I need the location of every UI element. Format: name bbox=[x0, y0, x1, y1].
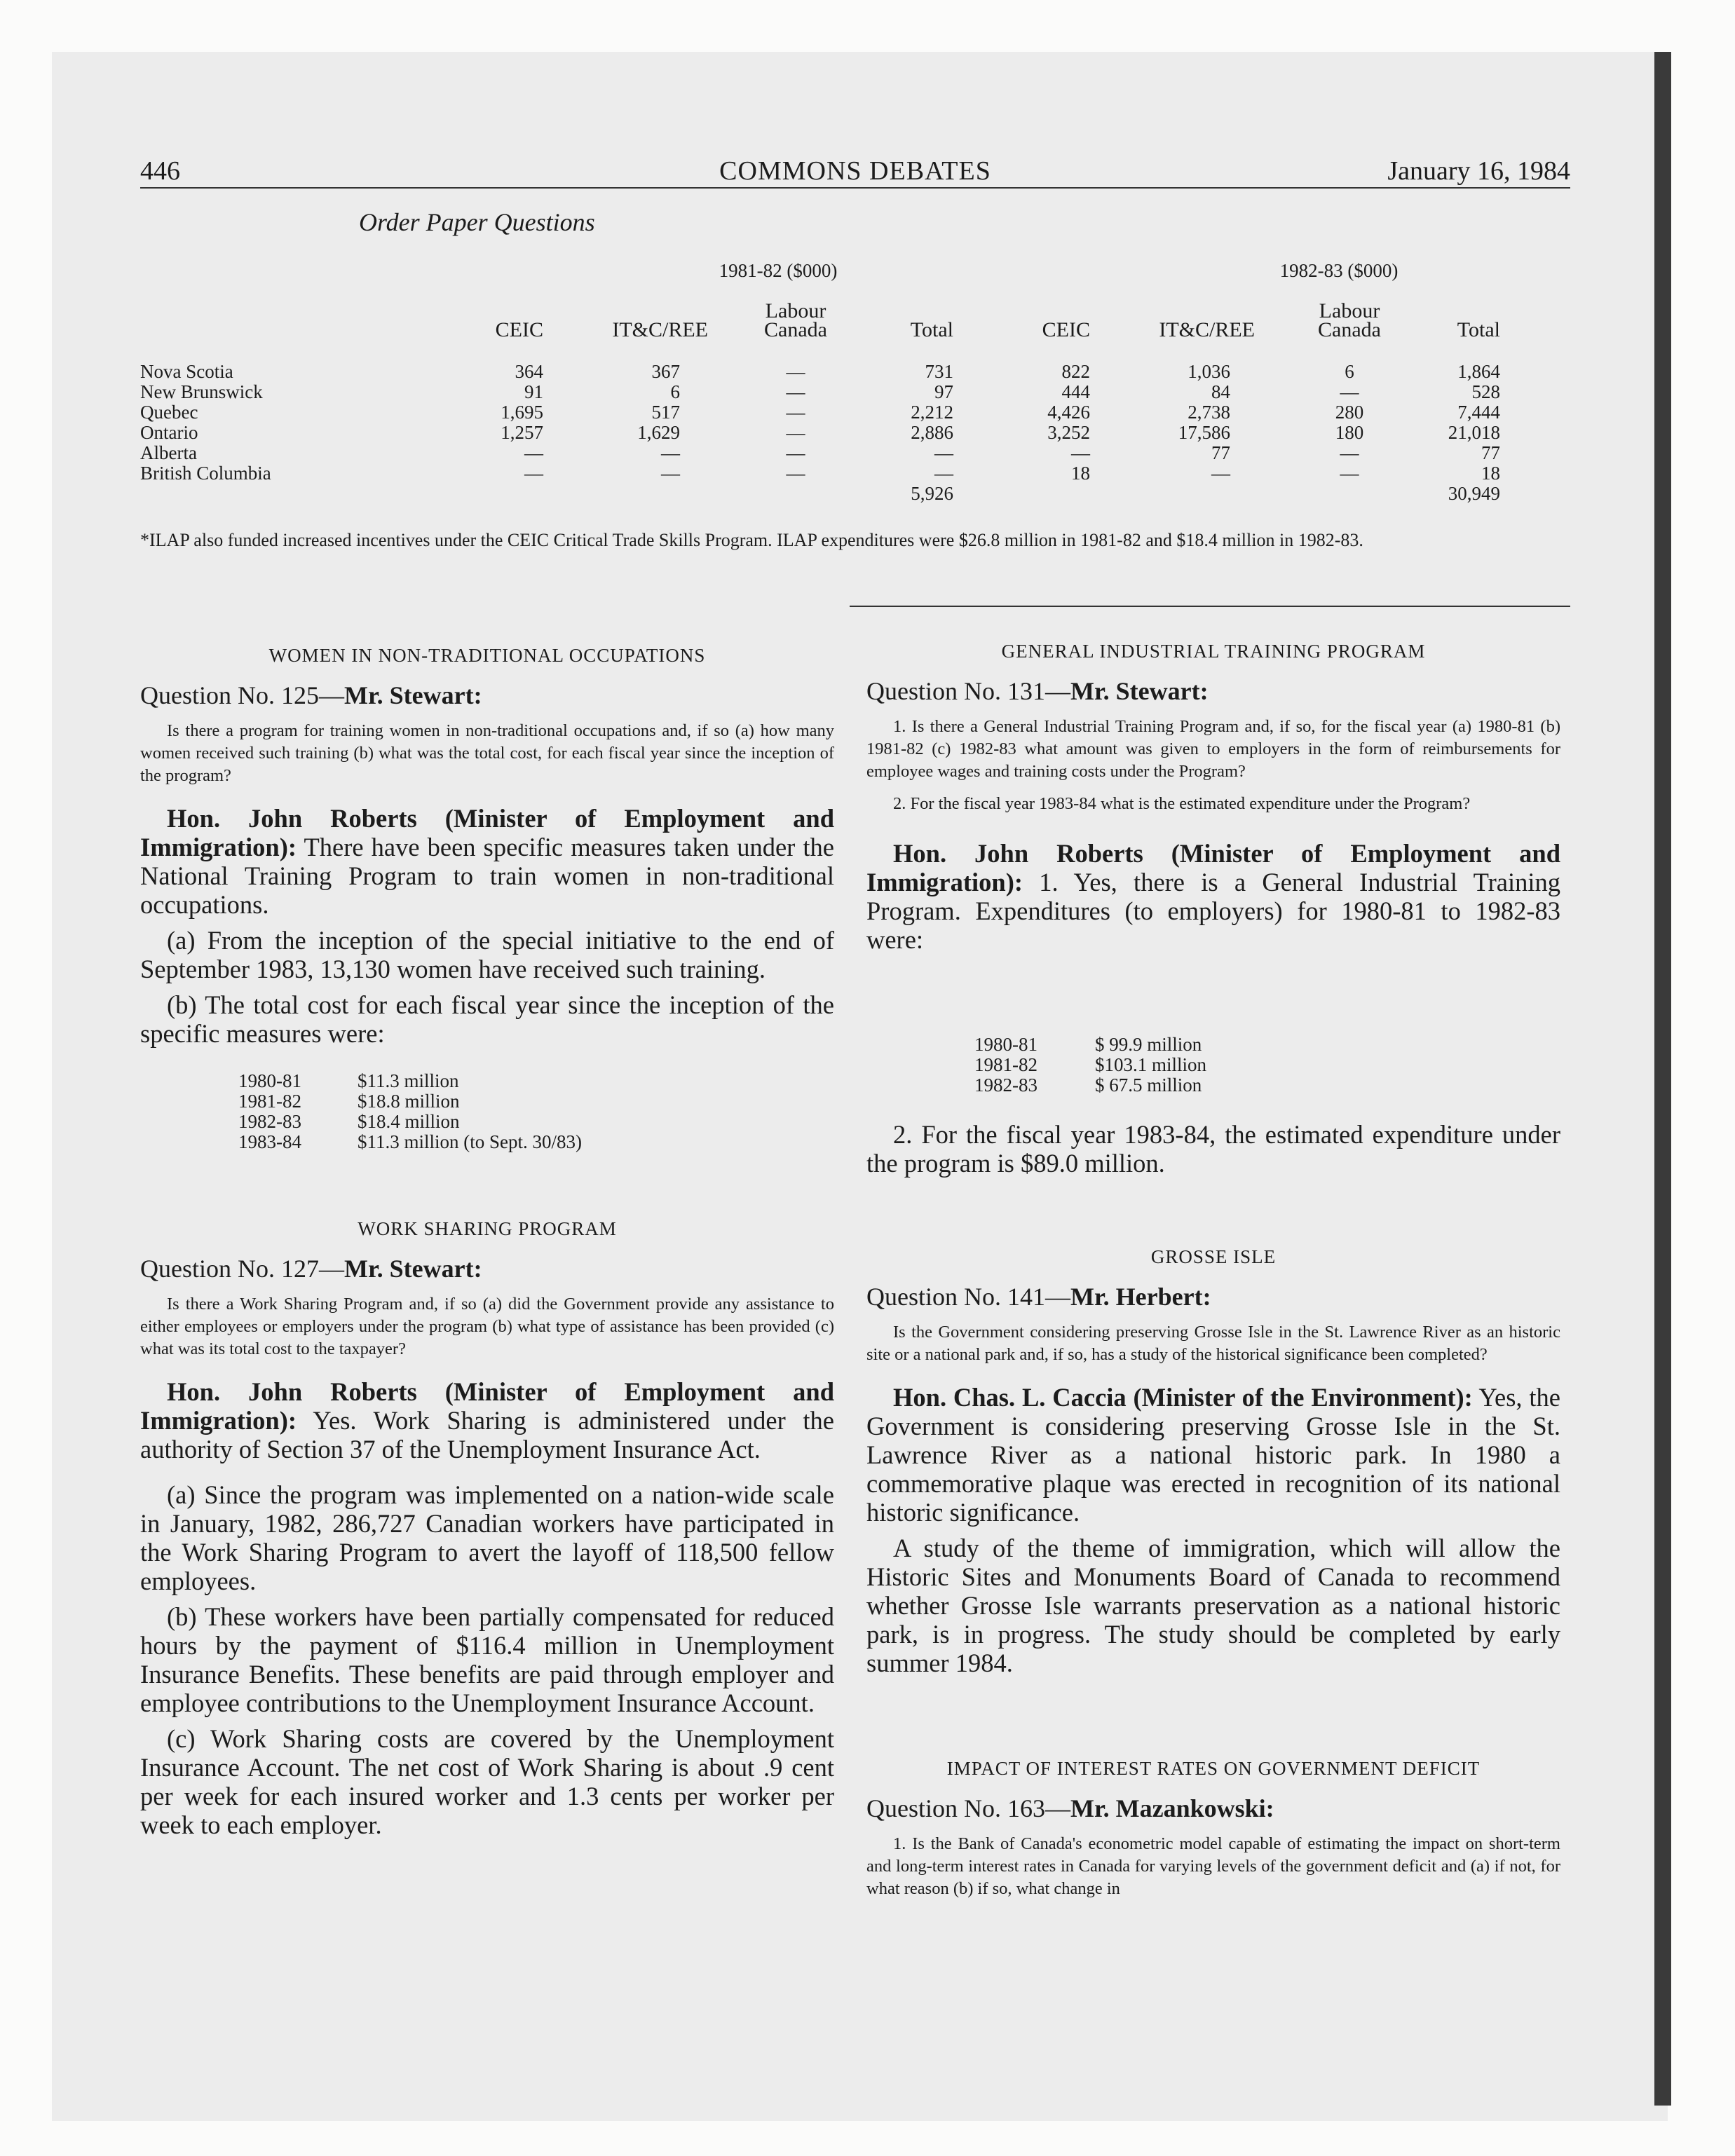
member-name: Mr. Herbert: bbox=[1070, 1283, 1211, 1311]
table-cell: — bbox=[786, 422, 805, 443]
province-name: Alberta bbox=[140, 442, 197, 463]
col-header-canada: Canada bbox=[1318, 318, 1381, 341]
table-cell: 731 bbox=[925, 361, 953, 382]
table-cell: 18 bbox=[1481, 463, 1500, 484]
table-cell: 1,629 bbox=[637, 422, 680, 443]
answer-text: 1. Yes, there is a General Industrial Training Program. Expenditures (to employers) for 1980-81 to 1982-83 were: bbox=[866, 868, 1560, 954]
table-cell: 2,886 bbox=[911, 422, 953, 443]
table-cell: 21,018 bbox=[1448, 422, 1500, 443]
q141-heading: GROSSE ISLE bbox=[1150, 1246, 1277, 1267]
period-2-heading: 1982-83 ($000) bbox=[1279, 260, 1399, 281]
member-name: Mr. Stewart: bbox=[344, 681, 482, 709]
p2-ceic-column bbox=[1009, 362, 1090, 484]
q125-answer-2: (a) From the inception of the special initiative to the end of September 1983, 13,130 women have received such training. bbox=[140, 926, 834, 983]
col-header-canada: Canada bbox=[764, 318, 827, 341]
q163-heading: IMPACT OF INTEREST RATES ON GOVERNMENT DEFICIT bbox=[946, 1758, 1481, 1779]
table-cell: — bbox=[786, 361, 805, 382]
table-cell: 444 bbox=[1061, 381, 1090, 402]
table-cell: — bbox=[1211, 463, 1230, 484]
table-cell: 18 bbox=[1071, 463, 1090, 484]
fiscal-year: 1981-82 bbox=[974, 1054, 1037, 1075]
col-header-total: Total bbox=[1457, 318, 1500, 341]
period-1-heading: 1981-82 ($000) bbox=[719, 260, 838, 281]
question-131 bbox=[866, 641, 1560, 954]
journal-title: COMMONS DEBATES bbox=[719, 156, 991, 186]
province-name: New Brunswick bbox=[140, 381, 263, 402]
q131-question-line bbox=[866, 676, 1560, 706]
question-number: Question No. 141— bbox=[866, 1283, 1070, 1311]
member-name: Mr. Mazankowski: bbox=[1070, 1794, 1274, 1822]
table-cell: 1,695 bbox=[501, 402, 543, 423]
q131-answer-2: 2. For the fiscal year 1983-84, the estimated expenditure under the program is $89.0 million. bbox=[866, 1120, 1560, 1178]
answer-text: There have been specific measures taken under the National Training Program to train women in non-traditional occupations. bbox=[140, 833, 834, 919]
q141-question-text: Is the Government considering preserving Grosse Isle in the St. Lawrence River as an historic site or a national park and, if so, has a study of the historical significance been completed? bbox=[866, 1323, 1560, 1364]
q125-answer-3: (b) The total cost for each fiscal year since the inception of the specific measures were: bbox=[140, 990, 834, 1048]
table-cell: — bbox=[934, 463, 953, 484]
fiscal-year: 1982-83 bbox=[238, 1111, 301, 1132]
p1-itc-column bbox=[603, 362, 680, 484]
table-cell: — bbox=[786, 442, 805, 463]
table-cell: 6 bbox=[1345, 361, 1354, 382]
answer-speaker: Hon. John Roberts (Minister of Employment and Immigration): bbox=[140, 1377, 834, 1435]
table-footnote: *ILAP also funded increased incentives under the CEIC Critical Trade Skills Program. ILAP expenditures were $26.8 million in 1981-82 and $18.4 million in 1982-83. bbox=[140, 530, 1363, 550]
table-cell: 6 bbox=[670, 381, 680, 402]
table-cell: 17,586 bbox=[1178, 422, 1230, 443]
cost-value: $18.8 million bbox=[358, 1091, 460, 1112]
table-cell: 2,738 bbox=[1188, 402, 1230, 423]
table-cell: 3,252 bbox=[1047, 422, 1090, 443]
table-cell: 91 bbox=[524, 381, 543, 402]
col-header-itc: IT&C/REE bbox=[1159, 318, 1255, 341]
q127-answer-2: (a) Since the program was implemented on a nation-wide scale in January, 1982, 286,727 Canadian workers have participated in the Work Sharing Program to avert the layoff of 118,500 fellow employees. bbox=[140, 1480, 834, 1595]
q127-question-text: Is there a Work Sharing Program and, if so (a) did the Government provide any assistance to either employees or employers under the program (b) what type of assistance has been provided (c) what was its total cost to the taxpayer? bbox=[140, 1295, 834, 1358]
fiscal-year: 1980-81 bbox=[238, 1070, 301, 1091]
page-header bbox=[140, 156, 1570, 191]
q127-question-line bbox=[140, 1254, 834, 1283]
table-cell: — bbox=[1340, 463, 1359, 484]
cost-value: $18.4 million bbox=[358, 1111, 460, 1132]
table-cell: 517 bbox=[651, 402, 680, 423]
table-cell: — bbox=[661, 463, 680, 484]
q125-heading: WOMEN IN NON-TRADITIONAL OCCUPATIONS bbox=[268, 645, 706, 666]
table-cell: — bbox=[786, 402, 805, 423]
question-141 bbox=[866, 1246, 1560, 1677]
table-cell: — bbox=[786, 463, 805, 484]
table-cell: 367 bbox=[651, 361, 680, 382]
grand-total: 5,926 bbox=[911, 483, 953, 504]
p2-total-column bbox=[1430, 362, 1500, 504]
question-number: Question No. 163— bbox=[866, 1794, 1070, 1822]
section-title: Order Paper Questions bbox=[359, 208, 595, 236]
q125-question-text: Is there a program for training women in non-traditional occupations and, if so (a) how many women received such training (b) what was the total cost, for each fiscal year since the inception of the program? bbox=[140, 721, 834, 785]
expenditure-value: $103.1 million bbox=[1095, 1054, 1207, 1075]
col-header-total: Total bbox=[910, 318, 953, 341]
q131-question-text-1: 1. Is there a General Industrial Training Program and, if so, for the fiscal year (a) 1980-81 (b) 1981-82 (c) 1982-83 what amount was given to employers in the form of reimbursements for employee wages and training costs under the Program? bbox=[866, 717, 1560, 781]
table-cell: 4,426 bbox=[1047, 402, 1090, 423]
col-header-ceic: CEIC bbox=[495, 318, 543, 341]
province-name: Quebec bbox=[140, 402, 198, 423]
q131-heading: GENERAL INDUSTRIAL TRAINING PROGRAM bbox=[1001, 641, 1426, 662]
q131-question-text-2: 2. For the fiscal year 1983-84 what is the estimated expenditure under the Program? bbox=[893, 794, 1471, 813]
table-cell: 1,864 bbox=[1457, 361, 1500, 382]
table-cell: — bbox=[934, 442, 953, 463]
column-divider-rule bbox=[850, 606, 1570, 607]
table-cell: 1,257 bbox=[501, 422, 543, 443]
col-header-labour: Labour bbox=[765, 299, 826, 322]
col-header-itc: IT&C/REE bbox=[612, 318, 708, 341]
q127-answer-1 bbox=[140, 1377, 834, 1464]
question-number: Question No. 125— bbox=[140, 681, 344, 709]
cost-value: $11.3 million bbox=[358, 1070, 459, 1091]
member-name: Mr. Stewart: bbox=[1070, 677, 1209, 705]
q141-answer-1 bbox=[866, 1383, 1560, 1527]
table-cell: 7,444 bbox=[1457, 402, 1500, 423]
col-header-ceic: CEIC bbox=[1042, 318, 1090, 341]
table-cell: 97 bbox=[934, 381, 953, 402]
answer-text: Yes. Work Sharing is administered under the authority of Section 37 of the Unemployment Insurance Act. bbox=[140, 1406, 834, 1464]
table-cell: 77 bbox=[1211, 442, 1230, 463]
table-cell: 364 bbox=[515, 361, 543, 382]
question-127 bbox=[140, 1218, 834, 1839]
table-cell: — bbox=[1340, 442, 1359, 463]
fiscal-year: 1981-82 bbox=[238, 1091, 301, 1112]
province-name: Nova Scotia bbox=[140, 361, 233, 382]
province-name: British Columbia bbox=[140, 463, 271, 484]
p1-labour-column bbox=[764, 362, 827, 484]
page-number: 446 bbox=[140, 156, 180, 186]
q125-question-line bbox=[140, 681, 834, 710]
table-cell: 180 bbox=[1335, 422, 1364, 443]
q163-question-text: 1. Is the Bank of Canada's econometric model capable of estimating the impact on short-term and long-term interest rates in Canada for varying levels of the government deficit and (a) if not, for what reason (b) if so, what change in bbox=[866, 1834, 1560, 1898]
answer-text: Yes, the Government is considering preserving Grosse Isle in the St. Lawrence River as a national historic park. In 1980 a commemorative plaque was erected in recognition of its national historic significance. bbox=[866, 1383, 1560, 1527]
fiscal-year: 1983-84 bbox=[238, 1131, 301, 1152]
member-name: Mr. Stewart: bbox=[344, 1255, 482, 1283]
answer-speaker: Hon. Chas. L. Caccia (Minister of the Environment): bbox=[893, 1383, 1473, 1412]
answer-speaker: Hon. John Roberts (Minister of Employment and Immigration): bbox=[140, 804, 834, 861]
table-cell: 280 bbox=[1335, 402, 1364, 423]
table-cell: — bbox=[1071, 442, 1090, 463]
question-number: Question No. 127— bbox=[140, 1255, 344, 1283]
p1-total-column bbox=[876, 362, 953, 504]
table-cell: — bbox=[661, 442, 680, 463]
table-cell: 84 bbox=[1211, 381, 1230, 402]
table-cell: 77 bbox=[1481, 442, 1500, 463]
table-cell: — bbox=[524, 463, 543, 484]
table-cell: 528 bbox=[1471, 381, 1500, 402]
table-cell: 822 bbox=[1061, 361, 1090, 382]
province-column bbox=[140, 362, 271, 484]
q141-question-line bbox=[866, 1282, 1560, 1311]
header-rule bbox=[140, 187, 1570, 189]
table-cell: 2,212 bbox=[911, 402, 953, 423]
p2-itc-column bbox=[1150, 362, 1230, 484]
q127-heading: WORK SHARING PROGRAM bbox=[358, 1218, 617, 1239]
q127-answer-4: (c) Work Sharing costs are covered by the Unemployment Insurance Account. The net cost of Work Sharing is about .9 cent per week for each insured worker and 1.3 cents per worker per week to each employer. bbox=[140, 1724, 834, 1839]
question-163 bbox=[866, 1758, 1560, 1900]
col-header-labour: Labour bbox=[1319, 299, 1380, 322]
province-name: Ontario bbox=[140, 422, 198, 443]
fiscal-year: 1982-83 bbox=[974, 1074, 1037, 1096]
table-cell: — bbox=[524, 442, 543, 463]
table-cell: 1,036 bbox=[1188, 361, 1230, 382]
fiscal-year: 1980-81 bbox=[974, 1034, 1037, 1055]
header-date: January 16, 1984 bbox=[1387, 156, 1570, 186]
p1-ceic-column bbox=[463, 362, 543, 484]
question-125 bbox=[140, 645, 834, 1048]
table-cell: — bbox=[1340, 381, 1359, 402]
table-cell: — bbox=[786, 381, 805, 402]
grand-total: 30,949 bbox=[1448, 483, 1500, 504]
p2-labour-column bbox=[1318, 362, 1381, 484]
cost-value: $11.3 million (to Sept. 30/83) bbox=[358, 1131, 582, 1152]
expenditure-value: $ 99.9 million bbox=[1095, 1034, 1202, 1055]
scan-edge-shadow bbox=[1654, 52, 1671, 2106]
q125-answer-1 bbox=[140, 804, 834, 919]
question-number: Question No. 131— bbox=[866, 677, 1070, 705]
answer-speaker: Hon. John Roberts (Minister of Employment and Immigration): bbox=[866, 839, 1560, 896]
expenditure-value: $ 67.5 million bbox=[1095, 1074, 1202, 1096]
q163-question-line bbox=[866, 1794, 1560, 1823]
q127-answer-3: (b) These workers have been partially compensated for reduced hours by the payment of $116.4 million in Unemployment Insurance Benefits. These benefits are paid through employer and employee contributions to the Unemployment Insurance Account. bbox=[140, 1602, 834, 1717]
q141-answer-2: A study of the theme of immigration, which will allow the Historic Sites and Monuments Board of Canada to recommend whether Grosse Isle warrants preservation as a national historic park, is in progress. The study should be completed by early summer 1984. bbox=[866, 1534, 1560, 1677]
q131-answer-1 bbox=[866, 839, 1560, 954]
